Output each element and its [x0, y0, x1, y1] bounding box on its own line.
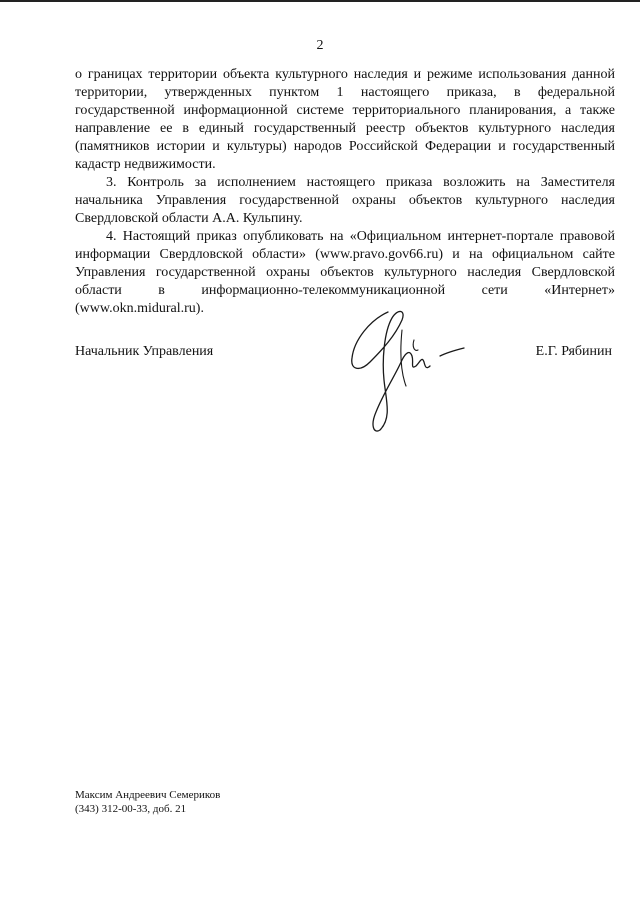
page-top-edge	[0, 0, 640, 2]
paragraph-continuation: о границах территории объекта культурного наследия и режиме использования данной территории, утвержденных пунктом 1 настоящего приказа, в федеральной государственной информационной системе территориального планирования, а также направление ее в единый государственный реестр объектов культурного наследия (памятников истории и культуры) народов Российской Федерации и государственный кадастр недвижимости.	[75, 67, 615, 172]
signatory-name: Е.Г. Рябинин	[535, 344, 612, 359]
document-body	[75, 66, 615, 318]
paragraph-item-3: 3. Контроль за исполнением настоящего приказа возложить на Заместителя начальника Управления государственной охраны объектов культурного наследия Свердловской области А.А. Кульпину.	[75, 175, 615, 226]
page-number: 2	[316, 38, 324, 53]
handwritten-signature	[340, 300, 480, 440]
executor-name: Максим Андреевич Семериков	[75, 789, 221, 801]
paragraph-item-4: 4. Настоящий приказ опубликовать на «Официальном интернет-портале правовой информации Свердловской области» (www.pravo.gov66.ru) и на официальном сайте Управления государственной охраны объектов культурного наследия Свердловской области в информационно-телекоммуникационной сети «Интернет» (www.okn.midural.ru).	[75, 229, 615, 316]
executor-phone: (343) 312-00-33, доб. 21	[75, 803, 187, 815]
signatory-position: Начальник Управления	[75, 344, 214, 359]
executor-info	[75, 788, 220, 816]
